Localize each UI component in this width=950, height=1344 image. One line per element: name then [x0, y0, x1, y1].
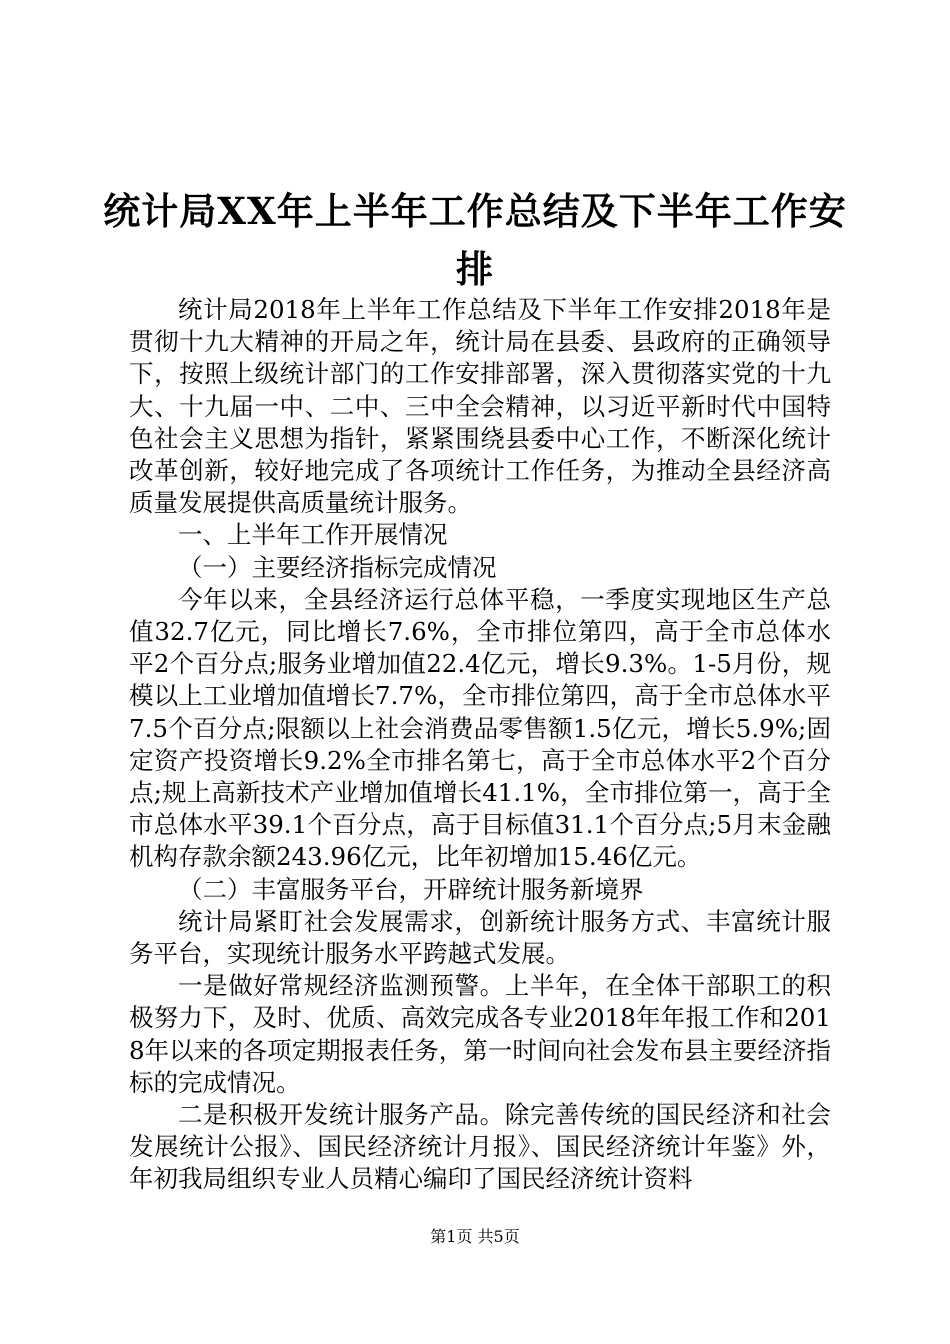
subsection-heading: （二）丰富服务平台，开辟统计服务新境界	[178, 874, 644, 904]
document-body	[129, 294, 831, 1196]
paragraph-monitoring: 一是做好常规经济监测预警。上半年，在全体干部职工的积极努力下，及时、优质、高效完成各专业2018年年报工作和2018年以来的各项定期报表任务，第一时间向社会发布县主要经济指标的完成情况。	[129, 971, 831, 1097]
paragraph-service: 统计局紧盯社会发展需求，创新统计服务方式、丰富统计服务平台，实现统计服务水平跨越式发展。	[129, 906, 831, 969]
paragraph-intro: 统计局2018年上半年工作总结及下半年工作安排2018年是贯彻十九大精神的开局之年，统计局在县委、县政府的正确领导下，按照上级统计部门的工作安排部署，深入贯彻落实党的十九大、十九届一中、二中、三中全会精神，以习近平新时代中国特色社会主义思想为指针，紧紧围绕县委中心工作，不断深化统计改革创新，较好地完成了各项统计工作任务，为推动全县经济高质量发展提供高质量统计服务。	[129, 295, 831, 518]
paragraph-products: 二是积极开发统计服务产品。除完善传统的国民经济和社会发展统计公报》、国民经济统计月报》、国民经济统计年鉴》外，年初我局组织专业人员精心编印了国民经济统计资料	[129, 1100, 831, 1194]
subsection-heading: （一）主要经济指标完成情况	[178, 552, 497, 582]
page-number: 第1页 共5页	[430, 1227, 520, 1246]
document-title: 统计局XX年上半年工作总结及下半年工作安排	[103, 189, 847, 291]
section-heading: 一、上半年工作开展情况	[178, 520, 448, 550]
paragraph-indicators: 今年以来，全县经济运行总体平稳，一季度实现地区生产总值32.7亿元，同比增长7.6%，全市排位第四，高于全市总体水平2个百分点;服务业增加值22.4亿元，增长9.3%。1-5月份，规模以上工业增加值增长7.7%，全市排位第四，高于全市总体水平7.5个百分点;限额以上社会消费品零售额1.5亿元，增长5.9%;固定资产投资增长9.2%全市排名第七，高于全市总体水平2个百分点;规上高新技术产业增加值增长41.1%，全市排位第一，高于全市总体水平39.1个百分点，高于目标值31.1个百分点;5月末金融机构存款余额243.96亿元，比年初增加15.46亿元。	[129, 584, 831, 872]
